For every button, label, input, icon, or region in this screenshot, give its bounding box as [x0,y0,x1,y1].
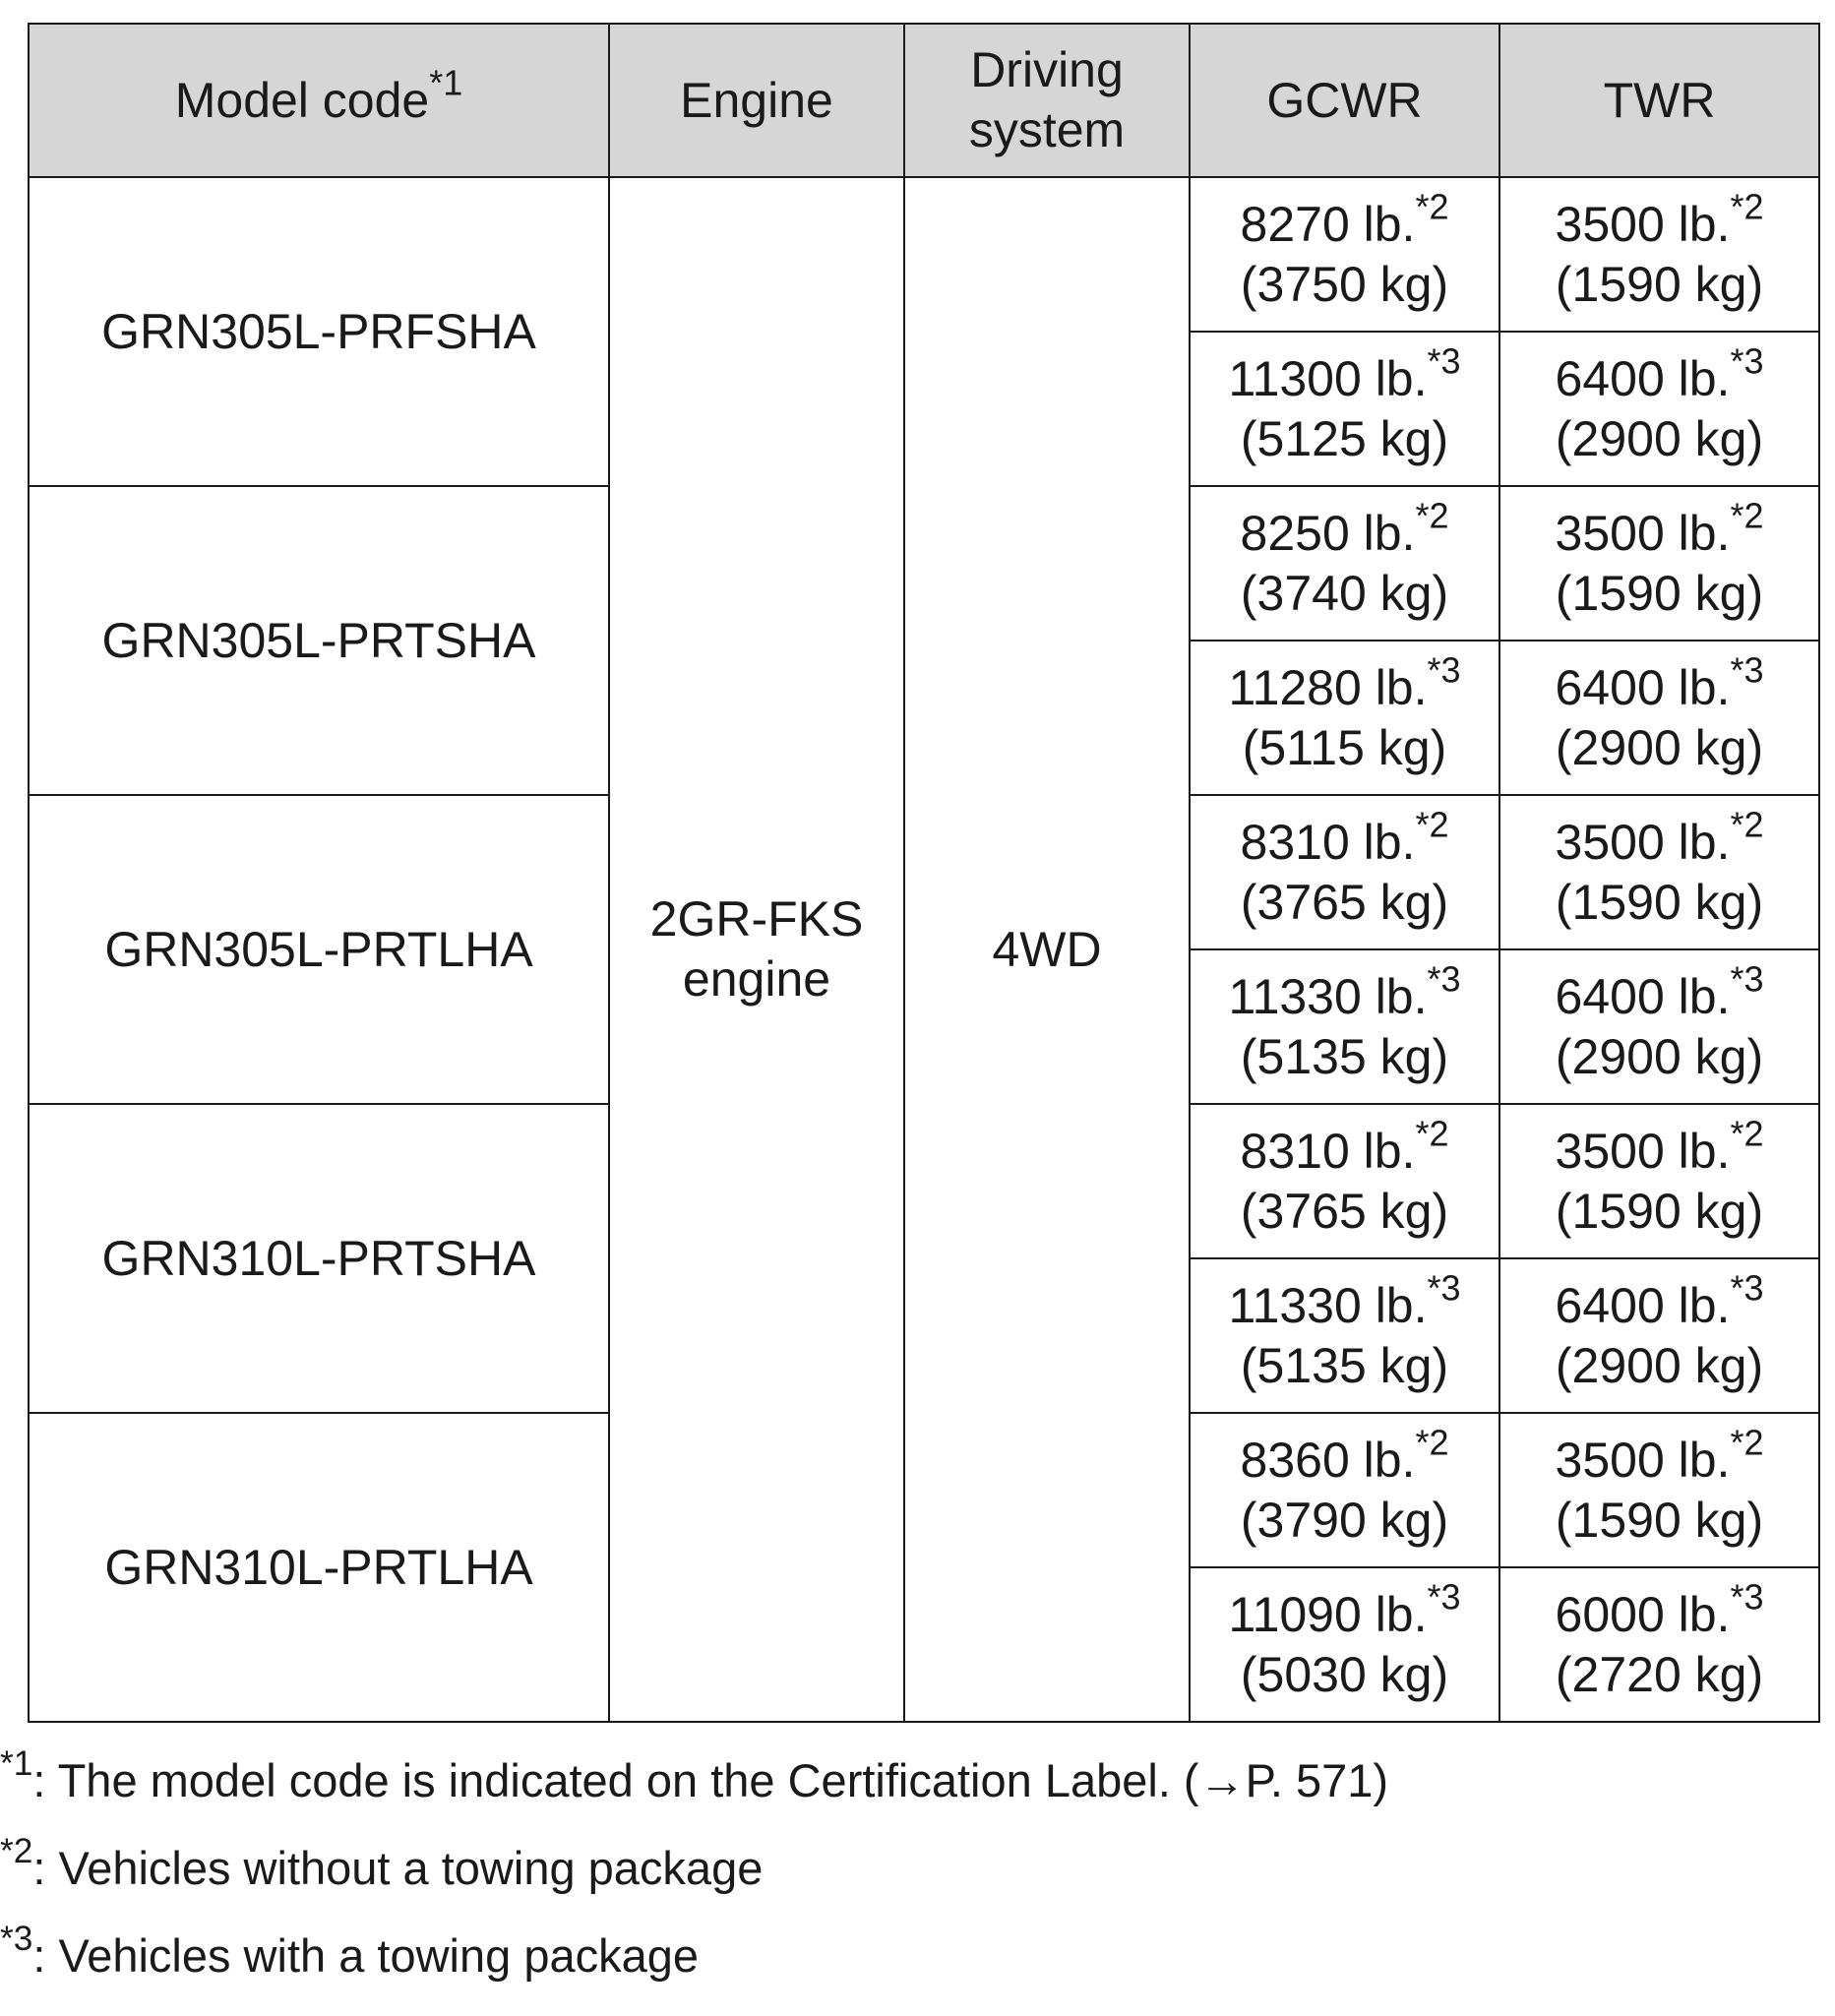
table-row [29,177,1819,332]
header-twr: TWR [1499,24,1819,177]
gcwr-lb-line [1191,495,1499,564]
gcwr-kg: (3750 kg) [1240,256,1449,312]
twr-mark: *3 [1730,1267,1764,1309]
twr-lb: 6400 lb. [1555,968,1731,1024]
gcwr-lb: 11280 lb. [1228,659,1428,715]
twr-lb-line [1500,340,1818,409]
gcwr-cell [1190,1104,1499,1258]
gcwr-mark: *3 [1427,340,1461,382]
engine-cell [609,177,904,1722]
gcwr-kg: (5115 kg) [1242,719,1447,775]
model-code-cell: GRN310L-PRTLHA [29,1413,609,1722]
model-code-cell: GRN305L-PRTSHA [29,486,609,795]
twr-lb: 3500 lb. [1555,196,1731,252]
gcwr-lb: 11330 lb. [1228,968,1428,1024]
twr-kg: (2900 kg) [1555,1337,1764,1393]
twr-kg: (1590 kg) [1555,874,1764,930]
model-code-cell: GRN310L-PRTSHA [29,1104,609,1413]
model-code-cell: GRN305L-PRFSHA [29,177,609,486]
gcwr-lb: 8250 lb. [1240,505,1416,561]
twr-lb-line [1500,1267,1818,1336]
twr-lb: 6400 lb. [1555,350,1731,406]
driving-system-cell: 4WD [904,177,1190,1722]
gcwr-lb: 8310 lb. [1240,1123,1416,1179]
twr-lb-line [1500,804,1818,873]
gcwr-cell [1190,177,1499,332]
gcwr-lb-line [1191,804,1499,873]
gcwr-lb: 11300 lb. [1228,350,1428,406]
twr-kg: (1590 kg) [1555,1492,1764,1548]
twr-cell [1499,641,1819,795]
twr-lb: 6000 lb. [1555,1586,1731,1642]
gcwr-kg: (3790 kg) [1240,1492,1449,1548]
twr-kg: (2720 kg) [1555,1646,1764,1702]
twr-lb-line [1500,1113,1818,1182]
gcwr-lb: 8360 lb. [1240,1432,1416,1488]
gcwr-mark: *3 [1427,649,1461,691]
footnote-mark: *3 [0,1920,33,1959]
gcwr-cell [1190,332,1499,486]
gcwr-cell [1190,641,1499,795]
twr-kg: (2900 kg) [1555,1028,1764,1084]
twr-kg: (2900 kg) [1555,719,1764,775]
gcwr-kg: (3740 kg) [1240,565,1449,621]
gcwr-kg: (5135 kg) [1240,1028,1449,1084]
gcwr-kg: (3765 kg) [1240,874,1449,930]
twr-cell [1499,1258,1819,1413]
twr-cell [1499,1104,1819,1258]
twr-lb-line [1500,958,1818,1027]
twr-kg: (1590 kg) [1555,565,1764,621]
twr-mark: *3 [1730,958,1764,1000]
gcwr-kg: (5030 kg) [1240,1646,1449,1702]
header-engine: Engine [609,24,904,177]
engine-line2: engine [682,951,831,1007]
gcwr-mark: *3 [1427,1267,1461,1309]
footnote-text: : Vehicles with a towing package [32,1929,700,1982]
footnote-text: : Vehicles without a towing package [32,1842,764,1894]
twr-cell [1499,1413,1819,1567]
twr-mark: *3 [1730,649,1764,691]
twr-cell [1499,486,1819,641]
gcwr-lb-line [1191,1113,1499,1182]
twr-lb-line [1500,186,1818,255]
twr-mark: *2 [1730,804,1764,845]
header-model-code-label: Model code [174,72,430,128]
footnote-2 [0,1832,1388,1928]
twr-mark: *3 [1730,340,1764,382]
twr-lb: 3500 lb. [1555,1123,1731,1179]
twr-lb-line [1500,495,1818,564]
gcwr-cell [1190,795,1499,949]
gcwr-kg: (5135 kg) [1240,1337,1449,1393]
gcwr-mark: *2 [1415,1113,1449,1154]
gcwr-cell [1190,949,1499,1104]
gcwr-lb: 11330 lb. [1228,1277,1428,1333]
twr-mark: *2 [1730,495,1764,536]
gcwr-lb-line [1191,958,1499,1027]
gcwr-kg: (3765 kg) [1240,1183,1449,1239]
twr-cell [1499,332,1819,486]
gcwr-mark: *2 [1415,186,1449,227]
gcwr-lb: 8310 lb. [1240,814,1416,870]
twr-mark: *2 [1730,1113,1764,1154]
gcwr-mark: *3 [1427,958,1461,1000]
twr-kg: (2900 kg) [1555,410,1764,466]
gcwr-lb-line [1191,1267,1499,1336]
twr-lb: 6400 lb. [1555,1277,1731,1333]
gcwr-cell [1190,1567,1499,1722]
towing-capacity-table [28,23,1820,1723]
gcwr-lb-line [1191,649,1499,718]
twr-cell [1499,795,1819,949]
footnote-mark: *2 [0,1832,33,1871]
gcwr-lb-line [1191,186,1499,255]
twr-lb-line [1500,1576,1818,1645]
gcwr-cell [1190,1258,1499,1413]
twr-kg: (1590 kg) [1555,256,1764,312]
gcwr-kg: (5125 kg) [1240,410,1449,466]
gcwr-mark: *3 [1427,1576,1461,1618]
twr-cell [1499,949,1819,1104]
twr-cell [1499,1567,1819,1722]
twr-lb-line [1500,649,1818,718]
gcwr-lb: 8270 lb. [1240,196,1416,252]
gcwr-mark: *2 [1415,1422,1449,1463]
gcwr-cell [1190,486,1499,641]
twr-mark: *3 [1730,1576,1764,1618]
footnotes [0,1744,1389,2016]
header-model-code-mark: *1 [429,62,463,103]
twr-mark: *2 [1730,1422,1764,1463]
twr-lb: 3500 lb. [1555,814,1731,870]
header-model-code [29,24,609,177]
twr-lb: 3500 lb. [1555,505,1731,561]
footnote-mark: *1 [0,1744,33,1784]
engine-line1: 2GR-FKS [649,891,864,947]
gcwr-mark: *2 [1415,804,1449,845]
twr-lb: 6400 lb. [1555,659,1731,715]
footnote-1 [0,1744,1389,1841]
footnote-3 [0,1920,1388,2016]
gcwr-lb-line [1191,1576,1499,1645]
twr-mark: *2 [1730,186,1764,227]
twr-lb-line [1500,1422,1818,1491]
twr-kg: (1590 kg) [1555,1183,1764,1239]
header-driving-system [904,24,1190,177]
twr-cell [1499,177,1819,332]
table-header-row [29,24,1819,177]
gcwr-mark: *2 [1415,495,1449,536]
table-body [29,177,1819,1722]
header-driving-system-line2: system [968,102,1126,157]
footnote-text: : The model code is indicated on the Certification Label. (→P. 571) [32,1754,1389,1806]
model-code-cell: GRN305L-PRTLHA [29,795,609,1104]
twr-lb: 3500 lb. [1555,1432,1731,1488]
gcwr-lb-line [1191,1422,1499,1491]
gcwr-cell [1190,1413,1499,1567]
header-driving-system-line1: Driving [970,42,1124,97]
header-gcwr: GCWR [1190,24,1499,177]
gcwr-lb-line [1191,340,1499,409]
gcwr-lb: 11090 lb. [1228,1586,1428,1642]
